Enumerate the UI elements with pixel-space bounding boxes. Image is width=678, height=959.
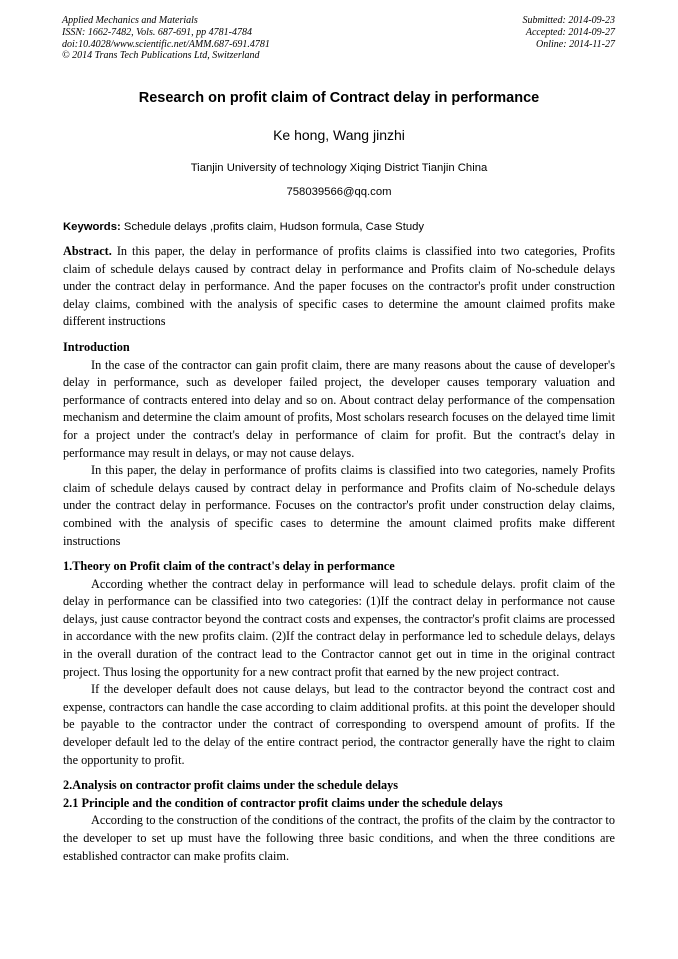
section-1-paragraph-1: According whether the contract delay in performance will lead to schedule delays. profit claim of the delay in performance can be classified into two categories: (1)If the contract delay in performance not cause delays, just cause contractor beyond the contract costs and expenses, the contractor's profit claims are processed in accordance with the new profits claim. (2)If the contract delay in performance led to schedule delays, delays in the overall duration of the contract lead to the Contractor cannot get out in time in the original contract project. Thus losing the opportunity for a new contract profit that earned by the new project contract. <box>63 576 615 679</box>
abstract-label: Abstract. <box>63 244 112 258</box>
abstract <box>63 243 615 331</box>
section-2-1-heading: 2.1 Principle and the condition of contractor profit claims under the schedule delays <box>63 795 503 810</box>
intro-paragraph-1: In the case of the contractor can gain profit claim, there are many reasons about the cause of developer's delay in performance, such as developer failed project, the developer causes temporary valuation and performance of contracts entered into delay and so on. About contract delay performance of the compensation mechanism and determine the claim amount of profits, Most scholars research focuses on the delayed time limit for a project under the contract's delay in performance of claim for profit. But the contract's delay in performance may result in delays, or may not cause delays. <box>63 357 615 460</box>
keywords-text: Schedule delays ,profits claim, Hudson formula, Case Study <box>123 221 425 233</box>
journal-info <box>62 15 270 62</box>
keywords-line <box>63 221 618 233</box>
submitted-date: Submitted: 2014-09-23 <box>522 15 615 26</box>
journal-doi: doi:10.4028/www.scientific.net/AMM.687-691.4781 <box>62 38 270 50</box>
intro-heading: Introduction <box>63 339 130 354</box>
keywords-label: Keywords: <box>63 221 121 233</box>
paper-authors: Ke hong, Wang jinzhi <box>273 127 405 143</box>
paper-title: Research on profit claim of Contract delay in performance <box>138 90 540 106</box>
section-2-1-paragraph-1: According to the construction of the conditions of the contract, the profits of the claim by the contractor to the developer to set up must have the following three basic conditions, and when the three conditions are established contractor can make profits claim. <box>63 813 615 863</box>
submission-dates <box>523 15 616 50</box>
section-1-paragraph-2: If the developer default does not cause delays, but lead to the contractor beyond the contract cost and expense, contractors can handle the case according to claim additional profits. at this point the developer should be payable to the contractor under the contract of corresponding to overspend amount of profits. If the developer default led to the delay of the entire contract period, the contractor generally have the right to claim the opportunity to profit. <box>63 682 615 767</box>
paper-body <box>63 243 615 865</box>
journal-issn: ISSN: 1662-7482, Vols. 687-691, pp 4781-4784 <box>62 26 252 38</box>
online-date: Online: 2014-11-27 <box>536 38 615 50</box>
section-1-heading: 1.Theory on Profit claim of the contract's delay in performance <box>63 559 395 574</box>
author-email: 758039566@qq.com <box>286 186 392 198</box>
intro-paragraph-2: In this paper, the delay in performance of profits claims is classified into two categories, namely Profits claim of schedule delays caused by contract delay in performance and Profits claim of No-schedule delays under the contract delay in performance. Focuses on the contractor's profit under construction delay claims, combined with the analysis of specific cases to determine the amount claimed profits make different instructions <box>63 463 615 548</box>
accepted-date: Accepted: 2014-09-27 <box>525 26 615 38</box>
journal-name: Applied Mechanics and Materials <box>62 15 198 26</box>
section-2-heading: 2.Analysis on contractor profit claims under the schedule delays <box>63 778 399 793</box>
author-affiliation: Tianjin University of technology Xiqing District Tianjin China <box>190 162 488 174</box>
abstract-text: In this paper, the delay in performance of profits claims is classified into two categories, Profits claim of schedule delays caused by contract delay in performance and Profits claim of No-schedule delays under the contract delay in performance. And the paper focuses on the contractor's profit under construction delay claims, combined with the analysis of specific cases to determine the amount claimed profits make different instructions <box>63 244 616 329</box>
journal-copyright: © 2014 Trans Tech Publications Ltd, Switzerland <box>62 50 260 62</box>
